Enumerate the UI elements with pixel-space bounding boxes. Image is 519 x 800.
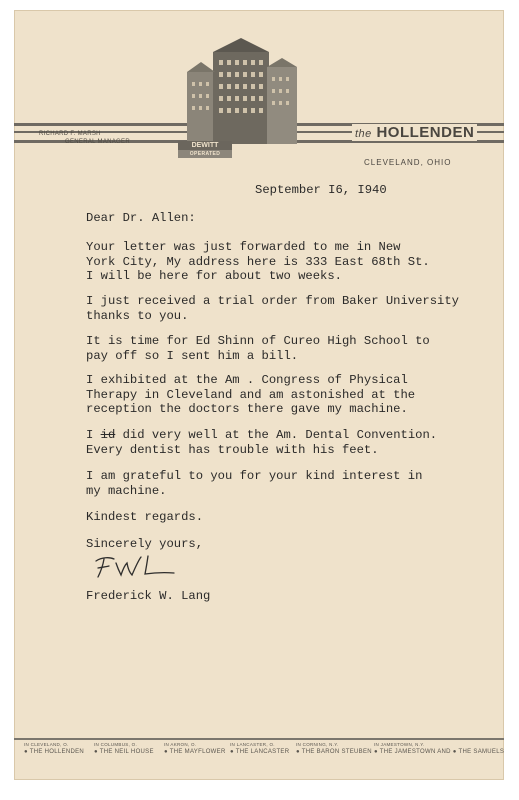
paragraph-4: I exhibited at the Am . Congress of Physical Therapy in Cleveland and am astonished at the reception the doctors there gave my machine.	[86, 373, 416, 417]
paragraph-5	[86, 428, 437, 457]
manager-credit	[39, 130, 130, 146]
footer-city: IN CLEVELAND, O.	[24, 742, 69, 747]
paragraph-5-rest: did very well at the Am. Dental Convention.	[115, 428, 438, 442]
struck-text: id	[100, 428, 116, 442]
footer-city: IN JAMESTOWN, N.Y.	[374, 742, 425, 747]
closing: Kindest regards.	[86, 510, 204, 524]
paragraph-5-line2: Every dentist has trouble with his feet.	[86, 442, 379, 457]
signer-name: Frederick W. Lang	[86, 589, 211, 603]
footer-hotel-name: ● THE JAMESTOWN AND ● THE SAMUELS	[374, 749, 505, 755]
paragraph-3: It is time for Ed Shinn of Cureo High School to pay off so I sent him a bill.	[86, 334, 430, 363]
dewitt-logo	[178, 141, 232, 163]
dewitt-logo-sub: OPERATED	[178, 150, 232, 158]
brand-name: HOLLENDEN	[376, 124, 475, 141]
hotel-brand	[352, 124, 477, 141]
footer-city: IN LANCASTER, O.	[230, 742, 275, 747]
footer-hotel-name: ● THE BARON STEUBEN	[296, 749, 372, 755]
paragraph-1: Your letter was just forwarded to me in New York City, My address here is 333 East 68th St. I will be here for about two weeks.	[86, 240, 430, 284]
footer-hotel-name: ● THE NEIL HOUSE	[94, 749, 154, 755]
hotel-building-illustration	[179, 32, 304, 152]
footer-city: IN COLUMBUS, O.	[94, 742, 138, 747]
letter-date: September I6, I940	[255, 183, 387, 197]
footer-hotel-name: ● THE HOLLENDEN	[24, 749, 85, 755]
city-line: CLEVELAND, OHIO	[364, 158, 452, 167]
salutation: Dear Dr. Allen:	[86, 211, 196, 225]
footer-hotel	[374, 742, 504, 755]
paragraph-2: I just received a trial order from Baker University thanks to you.	[86, 294, 459, 323]
footer-hotel	[296, 742, 372, 755]
manager-title: GENERAL MANAGER	[65, 139, 130, 145]
footer-hotel	[230, 742, 302, 755]
footer-hotel	[94, 742, 166, 755]
paragraph-6: I am grateful to you for your kind interest in my machine.	[86, 469, 423, 498]
footer-city: IN CORNING, N.Y.	[296, 742, 339, 747]
sincerely-line: Sincerely yours,	[86, 537, 204, 551]
footer-city: IN AKRON, O.	[164, 742, 197, 747]
manager-name: RICHARD F. MARSH	[39, 131, 101, 137]
footer-rule	[14, 738, 504, 740]
handwritten-signature	[92, 551, 182, 581]
hotel-chain-footer	[14, 738, 504, 766]
paragraph-5-start: I	[86, 428, 101, 442]
dewitt-logo-name: DEWITT	[178, 141, 232, 150]
footer-hotel	[24, 742, 96, 755]
footer-hotel-name: ● THE LANCASTER	[230, 749, 290, 755]
brand-article: the	[355, 128, 372, 140]
footer-hotel-name: ● THE MAYFLOWER	[164, 749, 226, 755]
footer-hotel	[164, 742, 236, 755]
